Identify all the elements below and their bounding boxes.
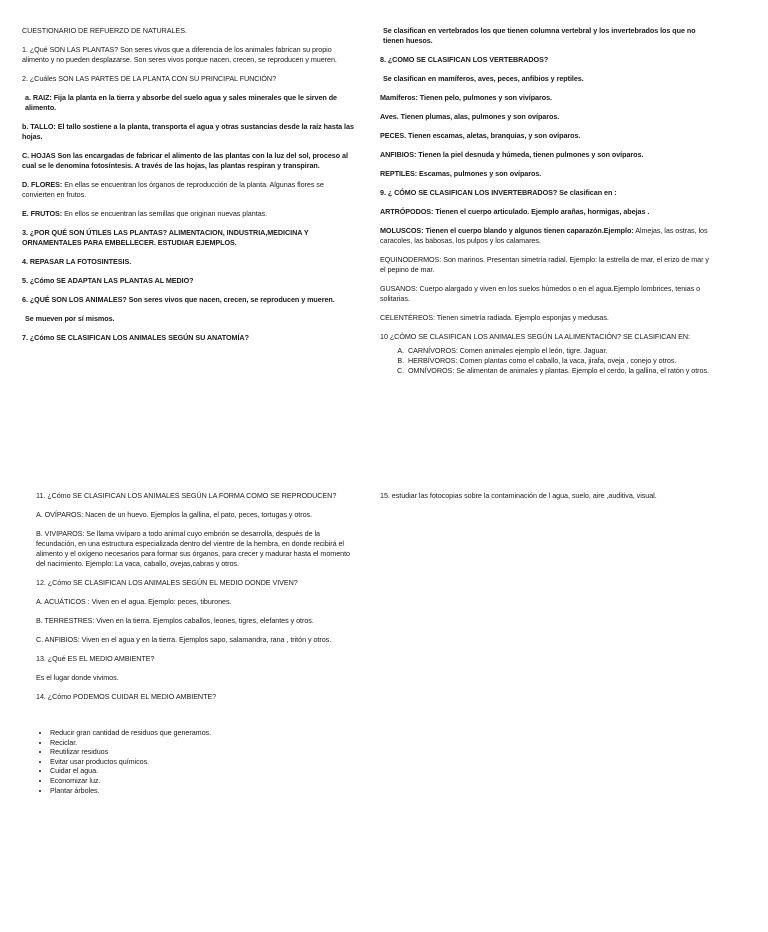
question-2: 2. ¿Cuáles SON LAS PARTES DE LA PLANTA CON SU PRINCIPAL FUNCIÓN? xyxy=(22,74,277,83)
question-13-answer: Es el lugar donde vivimos. xyxy=(36,673,119,682)
answer-flores xyxy=(22,180,354,200)
question-15: 15. estudiar las fotocopias sobre la contaminación de l agua, suelo, aire ,auditiva, visual. xyxy=(380,491,657,500)
page1-right-column xyxy=(380,26,710,376)
viviparos: B. VIVIPAROS: Se llama vivíparo a todo animal cuyo embrión se desarrolla, después de la fecundación, en una estructura especializada dentro del vientre de la hembra, en donde recibirá el alimento y el oxígeno necesarios para formar sus órganos, para crecer y madurar hasta el momento del nacimiento. Ejemplo: La vaca, caballo, ovejas,cabras y otros. xyxy=(36,529,351,568)
question-7-text: 7. ¿Cómo SE CLASIFICAN LOS ANIMALES SEGÚN SU ANATOMÍA? xyxy=(22,333,249,342)
question-8-text: 8. ¿COMO SE CLASIFICAN LOS VERTEBRADOS? xyxy=(380,55,549,64)
list-item: • Plantar árboles. xyxy=(50,786,354,796)
celentereos-label: CELENTÉREOS: xyxy=(380,313,435,322)
reptiles-text: Escamas, pulmones y son ovíparos. xyxy=(419,169,542,178)
gusanos xyxy=(380,284,710,304)
artropodos-text: Tienen el cuerpo articulado. Ejemplo arañas, hormigas, abejas . xyxy=(435,207,650,216)
flores-text: En ellas se encuentran los órganos de reproducción de la planta. Algunas flores se convierten en frutos. xyxy=(22,180,324,199)
peces-text: Tienen escamas, aletas, branquias, y son ovíparos. xyxy=(408,131,581,140)
reptiles xyxy=(380,169,710,179)
moluscos-text: Tienen el cuerpo blando y algunos tienen caparazón.Ejemplo: xyxy=(425,226,634,235)
question-6-extra-text: Se mueven por sí mismos. xyxy=(25,314,115,323)
question-9 xyxy=(380,188,710,198)
mamiferos-text: Tienen pelo, pulmones y son vivíparos. xyxy=(419,93,552,102)
peces-label: PECES. xyxy=(380,131,407,140)
question-3 xyxy=(22,228,354,248)
omnivoros-text: Se alimentan de animales y plantas. Ejemplo el cerdo, la gallina, el ratón y otros. xyxy=(456,366,709,375)
aves xyxy=(380,112,710,122)
herbivoros-label: HERBÍVOROS: xyxy=(408,356,458,365)
equinodermos-text: Son marinos. Presentan simetría radial. Ejemplo: la estrella de mar, el erizo de mar y el pepino de mar. xyxy=(380,255,709,274)
vertebrates-intro xyxy=(380,26,710,46)
question-9-text: 9. ¿ CÓMO SE CLASIFICAN LOS INVERTEBRADOS? Se clasifican en : xyxy=(380,188,617,197)
question-6-text: Son seres vivos que nacen, crecen, se reproducen y mueren. xyxy=(128,295,335,304)
equinodermos-label: EQUINODERMOS: xyxy=(380,255,442,264)
question-1: 1. ¿Qué SON LAS PLANTAS? Son seres vivos que a diferencia de los animales fabrican su propio alimento y no pueden desplazarse. Son seres vivos porque nacen, crecen, se reproducen y mueren. xyxy=(22,45,337,64)
aves-text: Tienen plumas, alas, pulmones y son ovíparos. xyxy=(400,112,560,121)
question-8-intro-text: Se clasifican en mamíferos, aves, peces, anfibios y reptiles. xyxy=(383,74,584,83)
list-item xyxy=(406,366,710,376)
question-5-text: 5. ¿Cómo SE ADAPTAN LAS PLANTAS AL MEDIO? xyxy=(22,276,194,285)
acuaticos: A. ACUÁTICOS : Viven en el agua. Ejemplo: peces, tiburones. xyxy=(36,597,232,606)
anfibios-label: ANFIBIOS: xyxy=(380,150,417,159)
page1-left-column xyxy=(22,26,354,352)
gusanos-text: Cuerpo alargado y viven en los suelos húmedos o en el agua.Ejemplo lombrices, tenias o solitarias. xyxy=(380,284,701,303)
answer-tallo xyxy=(22,122,354,142)
moluscos xyxy=(380,226,710,246)
list-item: • Reducir gran cantidad de residuos que generamos. xyxy=(50,728,354,738)
question-6-extra xyxy=(22,314,354,324)
anfibios-medio: C. ANFIBIOS: Viven en el agua y en la tierra. Ejemplos sapo, salamandra, rana , tritón y otros. xyxy=(36,635,332,644)
carnivoros-text: Comen animales ejemplo el león, tigre. Jaguar. xyxy=(459,346,608,355)
question-13: 13. ¿Qué ES EL MEDIO AMBIENTE? xyxy=(36,654,155,663)
aves-label: Aves. xyxy=(380,112,399,121)
omnivoros-label: OMNÍVOROS: xyxy=(408,366,455,375)
terrestres: B. TERRESTRES: Viven en la tierra. Ejemplos caballos, leones, tigres, elefantes y otros. xyxy=(36,616,314,625)
question-8-intro xyxy=(380,74,710,84)
celentereos xyxy=(380,313,710,323)
answer-frutos xyxy=(22,209,354,219)
oviparos: A. OVÍPAROS: Nacen de un huevo. Ejemplos la gallina, el pato, peces, tortugas y otros. xyxy=(36,510,313,519)
hojas-label: C. HOJAS xyxy=(22,151,56,160)
raiz-text: Fija la planta en la tierra y absorbe del suelo agua y sales minerales que le sirven de alimento. xyxy=(25,93,337,112)
moluscos-examples: Almejas, las ostras, los caracoles, las babosas, los pulpos y los calamares. xyxy=(380,226,708,245)
gusanos-label: GUSANOS: xyxy=(380,284,418,293)
question-6-label: 6. ¿QUÉ SON LOS ANIMALES? xyxy=(22,295,127,304)
page2-right-column xyxy=(380,491,710,510)
list-item xyxy=(406,356,710,366)
anfibios xyxy=(380,150,710,160)
list-item: • Evitar usar productos químicos. xyxy=(50,757,354,767)
question-12: 12. ¿Cómo SE CLASIFICAN LOS ANIMALES SEGÚN EL MEDIO DONDE VIVEN? xyxy=(36,578,298,587)
tallo-text: El tallo sostiene a la planta, transporta el agua y otras sustancias desde la raíz hasta las hojas. xyxy=(22,122,354,141)
answer-hojas xyxy=(22,151,354,171)
question-4-text: 4. REPASAR LA FOTOSINTESIS. xyxy=(22,257,132,266)
list-item: • Reciclar. xyxy=(50,738,354,748)
reptiles-label: REPTILES: xyxy=(380,169,418,178)
list-item: • Cuidar el agua. xyxy=(50,766,354,776)
tallo-label: b. TALLO: xyxy=(22,122,56,131)
artropodos-label: ARTRÓPODOS: xyxy=(380,207,434,216)
document-title: CUESTIONARIO DE REFUERZO DE NATURALES. xyxy=(22,26,187,35)
question-10: 10 ¿CÓMO SE CLASIFICAN LOS ANIMALES SEGÚN LA ALIMENTACIÓN? SE CLASIFICAN EN: xyxy=(380,332,691,341)
flores-label: D. FLORES: xyxy=(22,180,63,189)
peces xyxy=(380,131,710,141)
celentereos-text: Tienen simetría radiada. Ejemplo esponjas y medusas. xyxy=(436,313,609,322)
mamiferos-label: Mamíferos: xyxy=(380,93,418,102)
frutos-text: En ellos se encuentran las semillas que originan nuevas plantas. xyxy=(64,209,268,218)
question-6 xyxy=(22,295,354,305)
moluscos-label: MOLUSCOS: xyxy=(380,226,424,235)
frutos-label: E. FRUTOS: xyxy=(22,209,63,218)
question-11: 11. ¿Cómo SE CLASIFICAN LOS ANIMALES SEGÚN LA FORMA COMO SE REPRODUCEN? xyxy=(36,491,337,500)
question-14: 14. ¿Cómo PODEMOS CUIDAR EL MEDIO AMBIENTE? xyxy=(36,692,217,701)
mamiferos xyxy=(380,93,710,103)
question-5 xyxy=(22,276,354,286)
care-list xyxy=(36,728,354,795)
anfibios-text: Tienen la piel desnuda y húmeda, tienen pulmones y son ovíparos. xyxy=(418,150,644,159)
answer-raiz xyxy=(22,93,354,113)
list-item: • Economizar luz. xyxy=(50,776,354,786)
page2-left-column xyxy=(36,491,354,795)
list-item: • Reutilizar residuos xyxy=(50,747,354,757)
question-8 xyxy=(380,55,710,65)
feeding-list xyxy=(380,346,710,376)
carnivoros-label: CARNÍVOROS: xyxy=(408,346,458,355)
question-4 xyxy=(22,257,354,267)
vertebrates-intro-text: Se clasifican en vertebrados los que tienen columna vertebral y los invertebrados los que no tienen huesos. xyxy=(383,26,696,45)
hojas-text: Son las encargadas de fabricar el alimento de las plantas con la luz del sol, proceso al cual se le denomina fotosíntesis. A través de las hojas, las plantas respiran y transpiran. xyxy=(22,151,348,170)
question-7 xyxy=(22,333,354,343)
list-item xyxy=(406,346,710,356)
artropodos xyxy=(380,207,710,217)
raiz-label: a. RAIZ: xyxy=(25,93,52,102)
herbivoros-text: Comen plantas como el caballo, la vaca, jirafa, oveja , conejo y otros. xyxy=(459,356,677,365)
question-3-text: 3. ¿POR QUÉ SON ÚTILES LAS PLANTAS? ALIMENTACION, INDUSTRIA,MEDICINA Y ORNAMENTALES PARA EMBELLECER. ESTUDIAR EJEMPLOS. xyxy=(22,228,309,247)
equinodermos xyxy=(380,255,710,275)
